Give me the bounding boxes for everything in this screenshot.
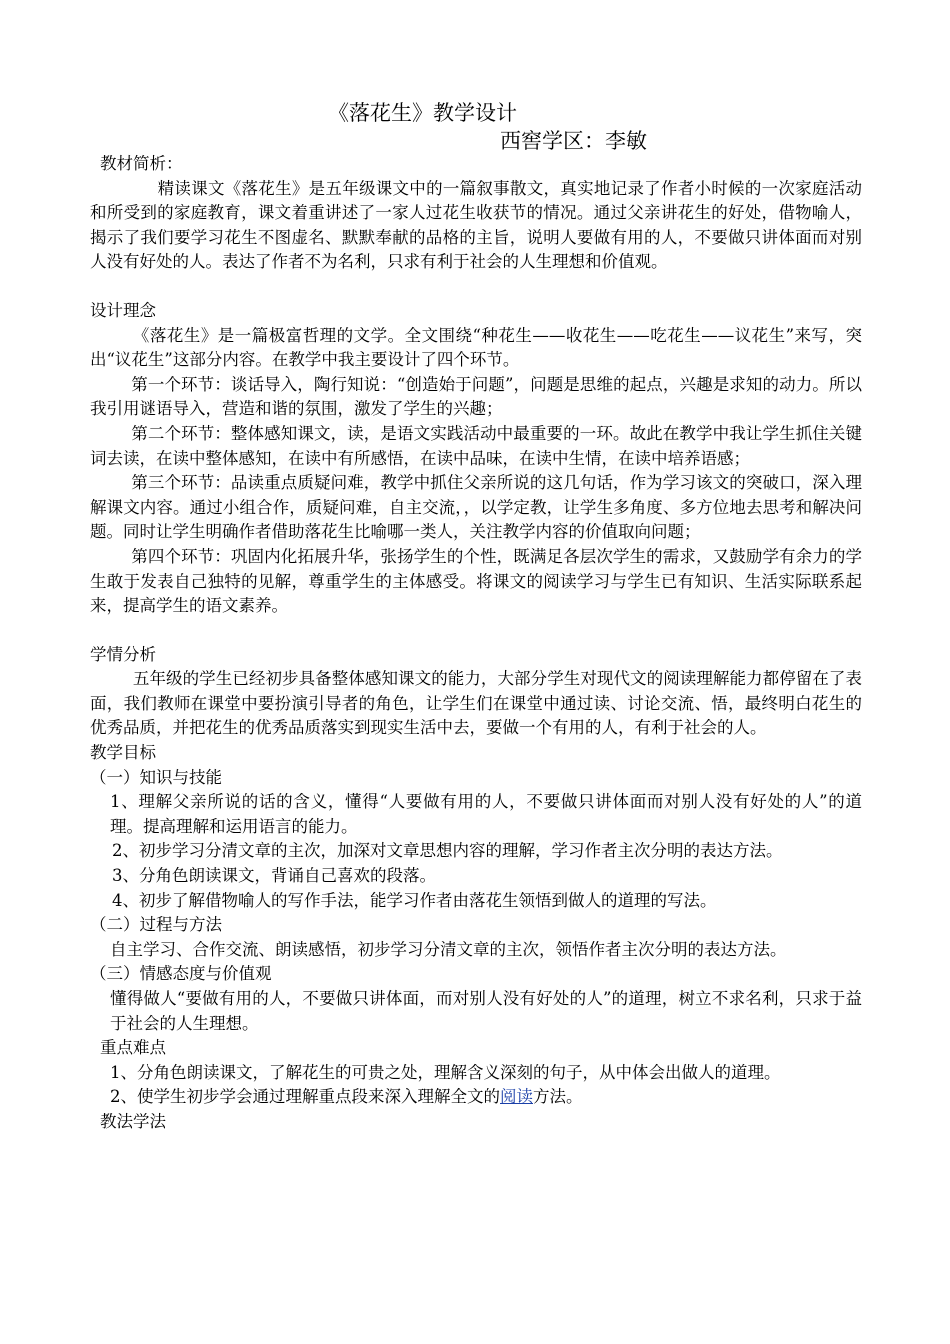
paragraph-step-1: 第一个环节：谈话导入，陶行知说：“创造始于问题”，问题是思维的起点，兴趣是求知的动力。所以我引用谜语导入，营造和谐的氛围，激发了学生的兴趣； <box>90 374 862 419</box>
spacer <box>90 619 862 643</box>
section-heading-students: 学情分析 <box>90 644 156 664</box>
goal-item-3: 3、分角色朗读课文，背诵自己喜欢的段落。 <box>112 866 436 886</box>
paragraph-process: 自主学习、合作交流、朗读感悟，初步学习分清文章的主次，领悟作者主次分明的表达方法。 <box>110 939 787 959</box>
subheading-attitude: （三）情感态度与价值观 <box>90 964 272 984</box>
paragraph-step-2: 第二个环节：整体感知课文，读，是语文实践活动中最重要的一环。故此在教学中我让学生抓住关键词去读，在读中整体感知，在读中有所感悟，在读中品味，在读中生情，在读中培养语感； <box>90 423 862 468</box>
section-heading-goals: 教学目标 <box>90 743 156 763</box>
section-heading-concept: 设计理念 <box>90 300 156 320</box>
goal-item-4: 4、初步了解借物喻人的写作手法，能学习作者由落花生领悟到做人的道理的写法。 <box>112 890 717 910</box>
reading-link[interactable]: 阅读 <box>500 1087 533 1107</box>
section-heading-material: 教材简析： <box>100 154 183 173</box>
paragraph-concept-intro: 《落花生》是一篇极富哲理的文学。全文围绕“种花生——收花生——吃花生——议花生”来写，突出“议花生”这部分内容。在教学中我主要设计了四个环节。 <box>90 325 862 370</box>
paragraph-material: 精读课文《落花生》是五年级课文中的一篇叙事散文，真实地记录了作者小时候的一次家庭活动和所受到的家庭教育，课文着重讲述了一家人过花生收获节的情况。通过父亲讲花生的好处，借物喻人，揭示了我们要学习花生不图虚名、默默奉献的品格的主旨，说明人要做有用的人，不要做只讲体面而对别人没有好处的人。表达了作者不为名利，只求有利于社会的人生理想和价值观。 <box>90 178 862 272</box>
section-heading-keypoints: 重点难点 <box>100 1038 166 1058</box>
keypoint-item-2-tail: 方法。 <box>533 1087 583 1107</box>
section-heading-methods: 教法学法 <box>100 1111 166 1131</box>
keypoint-item-1: 1、分角色朗读课文，了解花生的可贵之处，理解含义深刻的句子，从中体会出做人的道理。 <box>110 1062 781 1082</box>
document-body <box>90 152 862 1135</box>
spacer <box>90 275 862 299</box>
keypoint-item-2-text: 2、使学生初步学会通过理解重点段来深入理解全文的 <box>110 1087 500 1107</box>
subheading-process: （二）过程与方法 <box>90 915 222 935</box>
paragraph-step-4: 第四个环节：巩固内化拓展升华，张扬学生的个性，既满足各层次学生的需求，又鼓励学有余力的学生敢于发表自己独特的见解，尊重学生的主体感受。将课文的阅读学习与学生已有知识、生活实际联系起来，提高学生的语文素养。 <box>90 546 862 616</box>
goal-item-1: 1、理解父亲所说的话的含义，懂得“人要做有用的人，不要做只讲体面而对别人没有好处的人”的道理。提高理解和运用语言的能力。 <box>110 792 862 836</box>
keypoint-item-2 <box>90 1085 862 1110</box>
paragraph-attitude: 懂得做人“要做有用的人，不要做只讲体面，而对别人没有好处的人”的道理，树立不求名利，只求于益于社会的人生理想。 <box>110 989 862 1033</box>
subheading-knowledge: （一）知识与技能 <box>90 767 222 787</box>
document-title: 《落花生》教学设计 <box>328 101 517 125</box>
goal-item-2: 2、初步学习分清文章的主次，加深对文章思想内容的理解，学习作者主次分明的表达方法。 <box>112 841 783 861</box>
paragraph-students: 五年级的学生已经初步具备整体感知课文的能力，大部分学生对现代文的阅读理解能力都停留在了表面，我们教师在课堂中要扮演引导者的角色，让学生们在课堂中通过读、讨论交流、悟，最终明白花生的优秀品质，并把花生的优秀品质落实到现实生活中去，要做一个有用的人，有利于社会的人。 <box>90 669 862 738</box>
paragraph-step-3: 第三个环节：品读重点质疑问难，教学中抓住父亲所说的这几句话，作为学习该文的突破口，深入理解课文内容。通过小组合作，质疑问难，自主交流，，以学定教，让学生多角度、多方位地去思考和解决问题。同时让学生明确作者借助落花生比喻哪一类人，关注教学内容的价值取向问题； <box>90 473 862 542</box>
document-author: 西窖学区：李敏 <box>500 129 647 153</box>
